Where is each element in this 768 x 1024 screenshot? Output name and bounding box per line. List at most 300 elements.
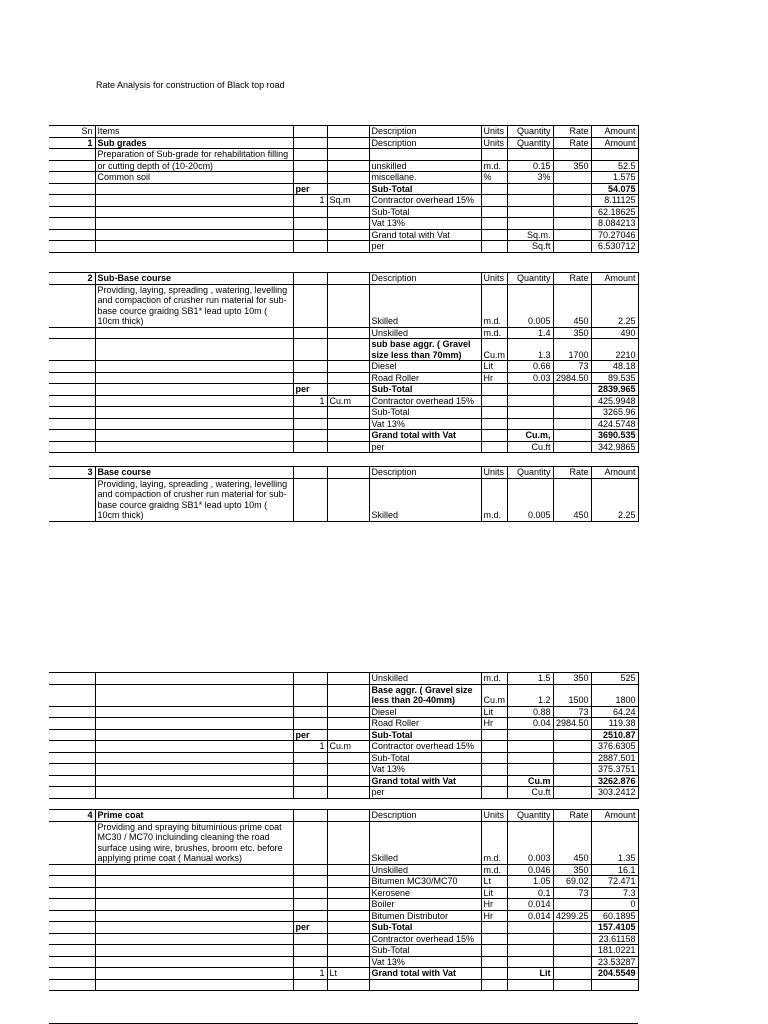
sub-base-course-table <box>49 272 639 453</box>
cell <box>553 206 591 218</box>
cell: Sub grades <box>95 137 293 149</box>
cell <box>327 752 369 764</box>
cell <box>327 241 369 253</box>
cell: 72.471 <box>591 876 638 888</box>
table-row <box>49 684 638 706</box>
cell <box>327 384 369 396</box>
cell: Contractor overhead 15% <box>369 933 481 945</box>
cell: Rate <box>553 126 591 138</box>
cell <box>327 126 369 138</box>
cell <box>327 149 369 161</box>
cell <box>481 956 507 968</box>
cell: 2.25 <box>591 478 638 521</box>
cell <box>327 864 369 876</box>
cell <box>327 160 369 172</box>
cell <box>293 887 327 899</box>
cell <box>95 418 293 430</box>
cell <box>95 183 293 195</box>
cell <box>95 876 293 888</box>
cell <box>553 922 591 934</box>
cell: Amount <box>591 273 638 285</box>
cell <box>327 137 369 149</box>
cell: Cu.m, <box>507 430 553 442</box>
cell: 350 <box>553 673 591 685</box>
table-row <box>49 195 638 207</box>
table-row <box>49 206 638 218</box>
cell <box>369 149 481 161</box>
quantity-unit: Lt <box>329 968 338 978</box>
table-row <box>49 229 638 241</box>
cell: Cu.m <box>481 684 507 706</box>
cell: 1.4 <box>507 327 553 339</box>
cell <box>327 821 369 864</box>
cell <box>95 395 293 407</box>
cell: Skilled <box>369 284 481 327</box>
cell: Boiler <box>369 899 481 911</box>
cell <box>95 241 293 253</box>
table-row <box>49 821 638 864</box>
cell <box>293 956 327 968</box>
table-row <box>49 327 638 339</box>
table-row <box>49 339 638 361</box>
cell: Prime coat <box>95 810 293 822</box>
cell: 73 <box>553 887 591 899</box>
cell: Base course <box>95 467 293 479</box>
cell <box>553 195 591 207</box>
cell: 525 <box>591 673 638 685</box>
cell: 0.003 <box>507 821 553 864</box>
cell: Units <box>481 137 507 149</box>
table-row <box>49 729 638 741</box>
cell: Cu.ft <box>507 441 553 453</box>
table-row <box>49 407 638 419</box>
cell: Description <box>369 467 481 479</box>
cell <box>553 787 591 799</box>
cell: 425.9948 <box>591 395 638 407</box>
cell <box>327 718 369 730</box>
cell: Description <box>369 273 481 285</box>
cell <box>49 284 95 327</box>
cell <box>553 979 591 991</box>
cell: Unskilled <box>369 327 481 339</box>
quantity-number: 1 <box>319 968 325 978</box>
table-row <box>49 887 638 899</box>
cell <box>95 922 293 934</box>
table-row <box>49 149 638 161</box>
cell: 0.046 <box>507 864 553 876</box>
cell: Contractor overhead 15% <box>369 395 481 407</box>
cell: 0.04 <box>507 718 553 730</box>
cell <box>327 741 369 753</box>
cell <box>293 206 327 218</box>
cell: Providing, laying, spreading , watering, levelling and compaction of crusher run material for sub-base cource graidng SB1* lead upto 10m ( 10cm thick) <box>95 478 293 521</box>
cell <box>49 684 95 706</box>
cell <box>553 933 591 945</box>
cell <box>293 339 327 361</box>
cell: Quantity <box>507 810 553 822</box>
cell: 350 <box>553 864 591 876</box>
cell: Sub-Total <box>369 407 481 419</box>
cell: 0.014 <box>507 910 553 922</box>
cell <box>481 395 507 407</box>
cell <box>293 899 327 911</box>
cell <box>507 956 553 968</box>
cell <box>507 395 553 407</box>
cell: sub base aggr. ( Gravel size less than 70mm) <box>369 339 481 361</box>
cell: Quantity <box>507 273 553 285</box>
cell <box>293 864 327 876</box>
cell: Units <box>481 467 507 479</box>
cell: Amount <box>591 126 638 138</box>
cell: Sub-Total <box>369 384 481 396</box>
cell: 1500 <box>553 684 591 706</box>
cell: per <box>293 384 327 396</box>
table-row <box>49 718 638 730</box>
cell <box>507 741 553 753</box>
cell: Contractor overhead 15% <box>369 195 481 207</box>
cell: Sn <box>49 126 95 138</box>
cell: Lit <box>481 887 507 899</box>
cell: 204.5549 <box>591 968 638 980</box>
cell <box>327 910 369 922</box>
cell <box>553 395 591 407</box>
cell <box>49 910 95 922</box>
cell: 2210 <box>591 339 638 361</box>
cell <box>49 945 95 957</box>
cell: 3262.876 <box>591 775 638 787</box>
cell: Vat 13% <box>369 418 481 430</box>
cell: Cu.ft <box>507 787 553 799</box>
cell <box>293 478 327 521</box>
cell <box>553 183 591 195</box>
cell: Diesel <box>369 706 481 718</box>
cell: m.d. <box>481 284 507 327</box>
cell: Skilled <box>369 478 481 521</box>
cell: Sq.m. <box>507 229 553 241</box>
cell <box>49 229 95 241</box>
cell <box>95 339 293 361</box>
cell <box>95 741 293 753</box>
cell <box>481 441 507 453</box>
cell <box>293 172 327 184</box>
cell <box>327 968 369 980</box>
cell: Unskilled <box>369 864 481 876</box>
cell <box>507 729 553 741</box>
cell <box>481 787 507 799</box>
table-row <box>49 372 638 384</box>
cell: Sub-Total <box>369 206 481 218</box>
cell <box>49 441 95 453</box>
quantity-unit: Cu.m <box>329 395 352 406</box>
cell <box>293 775 327 787</box>
cell: Sub-Total <box>369 945 481 957</box>
cell: 73 <box>553 361 591 373</box>
cell: Hr <box>481 718 507 730</box>
cell: Sub-Base course <box>95 273 293 285</box>
cell <box>553 384 591 396</box>
cell <box>95 945 293 957</box>
table-row <box>49 810 638 822</box>
cell: 4299.25 <box>553 910 591 922</box>
cell: Grand total with Vat <box>369 229 481 241</box>
cell <box>369 979 481 991</box>
cell <box>293 229 327 241</box>
cell: 2 <box>49 273 95 285</box>
cell <box>293 673 327 685</box>
cell <box>327 810 369 822</box>
cell <box>293 137 327 149</box>
cell <box>481 945 507 957</box>
table-row <box>49 899 638 911</box>
cell: Sub-Total <box>369 729 481 741</box>
cell: 450 <box>553 478 591 521</box>
cell <box>327 764 369 776</box>
cell <box>293 706 327 718</box>
cell: 23.53287 <box>591 956 638 968</box>
cell <box>327 407 369 419</box>
cell: 48.18 <box>591 361 638 373</box>
cell: 2984.50 <box>553 718 591 730</box>
cell: 52.5 <box>591 160 638 172</box>
cell <box>553 441 591 453</box>
cell <box>553 149 591 161</box>
cell: Sub-Total <box>369 183 481 195</box>
cell: Road Roller <box>369 372 481 384</box>
cell: per <box>293 183 327 195</box>
table-row <box>49 752 638 764</box>
cell <box>95 673 293 685</box>
cell <box>507 933 553 945</box>
cell <box>293 933 327 945</box>
cell <box>95 775 293 787</box>
table-row <box>49 430 638 442</box>
cell <box>327 684 369 706</box>
cell <box>553 172 591 184</box>
cell <box>49 160 95 172</box>
cell <box>327 979 369 991</box>
cell: Grand total with Vat <box>369 775 481 787</box>
cell <box>481 241 507 253</box>
cell <box>49 384 95 396</box>
cell: 2887.501 <box>591 752 638 764</box>
cell <box>553 752 591 764</box>
cell: Bitumen Distributor <box>369 910 481 922</box>
cell <box>293 395 327 407</box>
cell: 0.03 <box>507 372 553 384</box>
cell: 342.9865 <box>591 441 638 453</box>
cell <box>293 430 327 442</box>
cell <box>293 218 327 230</box>
cell <box>327 195 369 207</box>
cell <box>481 729 507 741</box>
prime-coat-table <box>49 809 639 991</box>
cell <box>49 395 95 407</box>
cell: m.d. <box>481 673 507 685</box>
cell <box>49 718 95 730</box>
cell <box>327 372 369 384</box>
cell <box>49 430 95 442</box>
cell <box>95 218 293 230</box>
cell <box>95 887 293 899</box>
cell <box>293 361 327 373</box>
table-row <box>49 467 638 479</box>
cell: 0.88 <box>507 706 553 718</box>
cell: Vat 13% <box>369 956 481 968</box>
table-row <box>49 741 638 753</box>
cell <box>481 183 507 195</box>
cell <box>327 183 369 195</box>
cell: 1700 <box>553 339 591 361</box>
table-row <box>49 172 638 184</box>
cell <box>327 729 369 741</box>
cell: 157.4105 <box>591 922 638 934</box>
cell <box>49 764 95 776</box>
cell: Skilled <box>369 821 481 864</box>
cell: 375.3751 <box>591 764 638 776</box>
cell <box>327 922 369 934</box>
cell: Quantity <box>507 137 553 149</box>
cell: Amount <box>591 137 638 149</box>
cell: Providing and spraying bituminious prime coat MC30 / MC70 incluinding cleaning the road surface using wire, brushes, broom etc. before applying prime coat ( Manual works) <box>95 821 293 864</box>
table-row <box>49 384 638 396</box>
cell <box>49 172 95 184</box>
cell: 69.02 <box>553 876 591 888</box>
cell <box>293 418 327 430</box>
cell: Diesel <box>369 361 481 373</box>
cell <box>327 775 369 787</box>
cell <box>95 684 293 706</box>
cell: 0.15 <box>507 160 553 172</box>
cell <box>327 706 369 718</box>
cell <box>327 876 369 888</box>
table-row <box>49 361 638 373</box>
cell <box>49 741 95 753</box>
cell <box>327 673 369 685</box>
cell <box>293 160 327 172</box>
cell <box>95 706 293 718</box>
cell: Lt <box>481 876 507 888</box>
sub-grades-table <box>49 125 639 253</box>
cell <box>327 284 369 327</box>
cell: 0.005 <box>507 478 553 521</box>
cell <box>507 206 553 218</box>
cell <box>49 149 95 161</box>
cell <box>293 684 327 706</box>
cell: Amount <box>591 810 638 822</box>
cell <box>481 195 507 207</box>
cell <box>327 787 369 799</box>
cell <box>327 172 369 184</box>
cell <box>293 876 327 888</box>
cell <box>49 775 95 787</box>
cell <box>293 968 327 980</box>
cell: Lit <box>507 968 553 980</box>
cell: 7.3 <box>591 887 638 899</box>
cell <box>293 787 327 799</box>
cell <box>327 899 369 911</box>
cell <box>507 979 553 991</box>
cell <box>293 441 327 453</box>
cell <box>481 218 507 230</box>
cell: 16.1 <box>591 864 638 876</box>
cell <box>553 229 591 241</box>
cell: or cutting depth of (10-20cm) <box>95 160 293 172</box>
cell: Rate <box>553 137 591 149</box>
cell <box>507 752 553 764</box>
cell <box>49 956 95 968</box>
cell: Common soil <box>95 172 293 184</box>
cell: m.d. <box>481 864 507 876</box>
cell <box>293 407 327 419</box>
cell <box>327 361 369 373</box>
cell <box>49 787 95 799</box>
cell: 54.075 <box>591 183 638 195</box>
cell: 424.5748 <box>591 418 638 430</box>
cell <box>95 372 293 384</box>
cell <box>49 478 95 521</box>
cell: Amount <box>591 467 638 479</box>
cell <box>481 149 507 161</box>
cell: Providing, laying, spreading , watering, levelling and compaction of crusher run material for sub-base cource graidng SB1* lead upto 10m ( 10cm thick) <box>95 284 293 327</box>
table-row <box>49 933 638 945</box>
cell <box>327 933 369 945</box>
cell <box>293 945 327 957</box>
cell: per <box>369 787 481 799</box>
cell <box>481 752 507 764</box>
cell <box>95 933 293 945</box>
cell: 1.575 <box>591 172 638 184</box>
cell <box>95 441 293 453</box>
cell: 62.18625 <box>591 206 638 218</box>
cell: 0.1 <box>507 887 553 899</box>
cell: Rate <box>553 467 591 479</box>
cell <box>553 899 591 911</box>
cell: 119.38 <box>591 718 638 730</box>
cell <box>553 741 591 753</box>
table-row <box>49 956 638 968</box>
cell <box>293 149 327 161</box>
table-row <box>49 706 638 718</box>
cell <box>95 787 293 799</box>
cell <box>95 752 293 764</box>
table-row <box>49 864 638 876</box>
cell <box>327 441 369 453</box>
table-row <box>49 968 638 980</box>
cell: per <box>293 922 327 934</box>
table-row <box>49 183 638 195</box>
cell <box>49 418 95 430</box>
cell: Sq.ft <box>507 241 553 253</box>
cell <box>327 229 369 241</box>
cell <box>49 729 95 741</box>
cell <box>507 922 553 934</box>
cell: Quantity <box>507 126 553 138</box>
cell: Road Roller <box>369 718 481 730</box>
cell <box>481 418 507 430</box>
cell: 0.66 <box>507 361 553 373</box>
cell: Vat 13% <box>369 764 481 776</box>
cell: 60.1895 <box>591 910 638 922</box>
cell: Preparation of Sub-grade for rehabilitation filling <box>95 149 293 161</box>
cell <box>481 407 507 419</box>
cell: Base aggr. ( Gravel size less than 20-40mm) <box>369 684 481 706</box>
cell: per <box>293 729 327 741</box>
cell <box>293 195 327 207</box>
cell <box>553 775 591 787</box>
cell: 0 <box>591 899 638 911</box>
table-row <box>49 876 638 888</box>
cell <box>481 775 507 787</box>
